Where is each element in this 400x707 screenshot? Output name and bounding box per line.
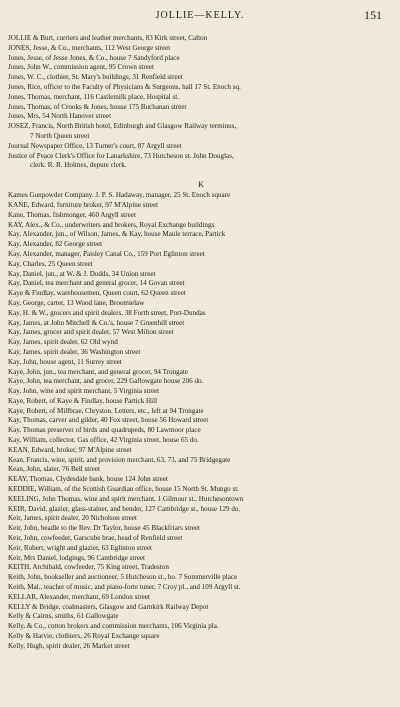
directory-entry: Kaye, John, tea merchant, and grocer, 229 Gallowgate house 206 do. [8, 377, 204, 386]
directory-entry: Kay, Daniel, tea merchant and general grocer, 14 Govan street [8, 279, 185, 288]
directory-entry: KEDDIE, William, of the Scottish Guardian office, house 15 North St. Mungo st. [8, 485, 239, 494]
directory-entry: Keir, John, cowfeeder, Garscube brae, head of Renfield street [8, 534, 183, 543]
directory-entry: Jones, W. C., clothier, St. Mary's buildings, 31 Renfield street [8, 73, 183, 82]
directory-entry: JONES, Jesse, & Co., merchants, 112 West George street [8, 43, 171, 52]
directory-entry: Kay, James, at John Mitchell & Co.'s, house 7 Greenhill street [8, 318, 185, 327]
directory-entry: Keir, John, beadle to the Rev. Dr Taylor, house 45 Blackfriars street [8, 524, 200, 533]
directory-entry: Keith, John, bookseller and auctioneer, 5 Hutcheson st., ho. 7 Sommerville place [8, 573, 238, 582]
entries-k-group [8, 191, 394, 651]
entries-j2-group [8, 142, 394, 162]
page-number: 151 [364, 8, 382, 22]
directory-entry: KEIR, David, glazier, glass-stainer, and bender, 127 Cambridge st., house 129 do. [8, 504, 241, 513]
directory-entry: Kay, Thomas preserver of birds and quadrupeds, 80 Lawmoor place [8, 426, 201, 435]
directory-entry: Kay, James, spirit dealer, 36 Washington street [8, 347, 141, 356]
directory-entry: Kay, Charles, 25 Queen street [8, 259, 93, 268]
directory-entry: Jones, Jesse, of Jesse Jones, & Co., house 7 Sandyford place [8, 53, 180, 62]
directory-entry: Keith, Mal., teacher of music, and piano-forte tuner, 7 Croy pl., and 109 Argyll st. [8, 583, 241, 592]
entry-continuation: clerk. R. R. Holmes, depute clerk. [30, 161, 127, 170]
directory-entry: JOSEZ, Francis, North British hotel, Edinburgh and Glasgow Railway terminus, [8, 122, 237, 131]
directory-entry: Kay, William, collector, Gas office, 42 Virginia street, house 65 do. [8, 436, 199, 445]
directory-entry: Kay, Daniel, jun., at W. & J. Dodds, 34 Union street [8, 269, 156, 278]
directory-entry: KEELING, John Thomas, wine and spirit merchant, 1 Gilmour st., Hutchesontown [8, 494, 244, 503]
directory-entry: Kelly, Hugh, spirit dealer, 26 Market street [8, 641, 130, 650]
directory-entry: KEITH, Archibald, cowfeeder, 75 King street, Tradeston [8, 563, 169, 572]
directory-entry: Kaye, John, jun., tea merchant, and general grocer, 94 Trongate [8, 367, 188, 376]
directory-entry: JOLLIE & Burt, curriers and leather merchants, 83 Kirk street, Calton [8, 34, 208, 42]
directory-entry: Kay, Alexander, manager, Paisley Canal Co., 159 Port Eglinton street [8, 249, 205, 258]
directory-entry: KELLY & Bridge, coalmasters, Glasgow and Garnkirk Railway Depot [8, 602, 209, 611]
directory-entry: Kames Gunpowder Company. J. P. S. Hadaway, manager, 25 St. Enoch square [8, 191, 231, 200]
directory-entry: Kay, H. & W., grocers and spirit dealers, 38 Forth street, Port-Dundas [8, 308, 206, 317]
directory-entry: Kay, James, grocer and spirit dealer, 57 West Milton street [8, 328, 174, 337]
directory-entry: Keir, James, spirit dealer, 20 Nicholson street [8, 514, 137, 523]
directory-entry: Kay, Alexander, 82 George street [8, 240, 103, 249]
directory-entry: Kay, George, carter, 13 Wood lane, Broomielaw [8, 298, 145, 307]
directory-entry: Kean, Francis, wine, spirit, and provision merchant, 63, 73, and 75 Bridgegate [8, 455, 231, 464]
directory-entry: Jones, Thomas, of Crooks & Jones, house 175 Buchanan street [8, 102, 187, 111]
directory-entry: Jones, John W., commission agent, 95 Crown street [8, 63, 155, 72]
directory-entry: KANE, Edward, furniture broker, 97 M'Alpine street [8, 200, 159, 209]
directory-entry: KAY, Alex., & Co., underwriters and brokers, Royal Exchange buildings [8, 220, 215, 229]
directory-entry: Journal Newspaper Office, 13 Turner's court, 87 Argyll street [8, 141, 182, 150]
section-letter: K [198, 180, 204, 190]
directory-entry: Kaye & Findlay, warehousemen, Queen court, 62 Queen street [8, 289, 186, 298]
directory-entry: Kelly, & Co., cotton brokers and commission merchants, 106 Virginia pla. [8, 622, 219, 631]
directory-entry: Kay, Alexander, jun., of Wilson, James, & Kay, house Maule terrace, Partick [8, 230, 226, 239]
directory-entry: Jones, Rice, officer to the Faculty of Physicians & Surgeons, hall 17 St. Enoch sq. [8, 82, 241, 91]
directory-entry: Kay, John, house agent, 11 Surrey street [8, 357, 122, 366]
directory-entry: KEAN, Edward, broker, 97 M'Alpine street [8, 445, 132, 454]
directory-entry: Kay, James, spirit dealer, 62 Old wynd [8, 338, 118, 347]
directory-entry: KELLAR, Alexander, merchant, 69 London street [8, 592, 150, 601]
directory-entry: Keir, Robert, wright and glazier, 63 Eglinton street [8, 543, 153, 552]
entry-continuation: 7 North Queen street [30, 131, 90, 140]
directory-entry: Justice of Peace Clerk's Office for Lanarkshire, 73 Hutcheson st. John Douglas, [8, 151, 234, 160]
page-header [0, 10, 400, 28]
directory-entry: Keir, Mrs Daniel, lodgings, 96 Cambridge street [8, 553, 146, 562]
running-head: JOLLIE—KELLY. [155, 10, 245, 21]
entries-j-group [8, 34, 394, 132]
directory-entry: Kane, Thomas, fishmonger, 460 Argyll street [8, 210, 136, 219]
directory-entry: Kaye, Robert, of Kaye & Findlay, house Partick Hill [8, 396, 158, 405]
directory-entry: Kelly & Cairns, smiths, 61 Gallowgate [8, 612, 119, 621]
directory-entry: KEAY, Thomas, Clydesdale bank, house 124 John street [8, 475, 168, 484]
directory-entry: Kay, Thomas, carver and gilder, 40 Fox street, house 56 Howard street [8, 416, 209, 425]
directory-entry: Kean, John, slater, 76 Bell street [8, 465, 100, 474]
directory-entry: Kaye, Robert, of Millbrae, Chryston. Letters, etc., left at 94 Trongate [8, 406, 204, 415]
directory-entry: Kay, John, wine and spirit merchant, 5 Virginia street [8, 387, 160, 396]
directory-entry: Jones, Mrs, 54 North Hanover street [8, 112, 112, 121]
directory-entries [8, 34, 394, 652]
directory-entry: Kelly & Harvie, clothiers, 26 Royal Exchange square [8, 632, 160, 641]
directory-entry: Jones, Thomas, merchant, 116 Castlemilk place, Hospital st. [8, 92, 180, 101]
